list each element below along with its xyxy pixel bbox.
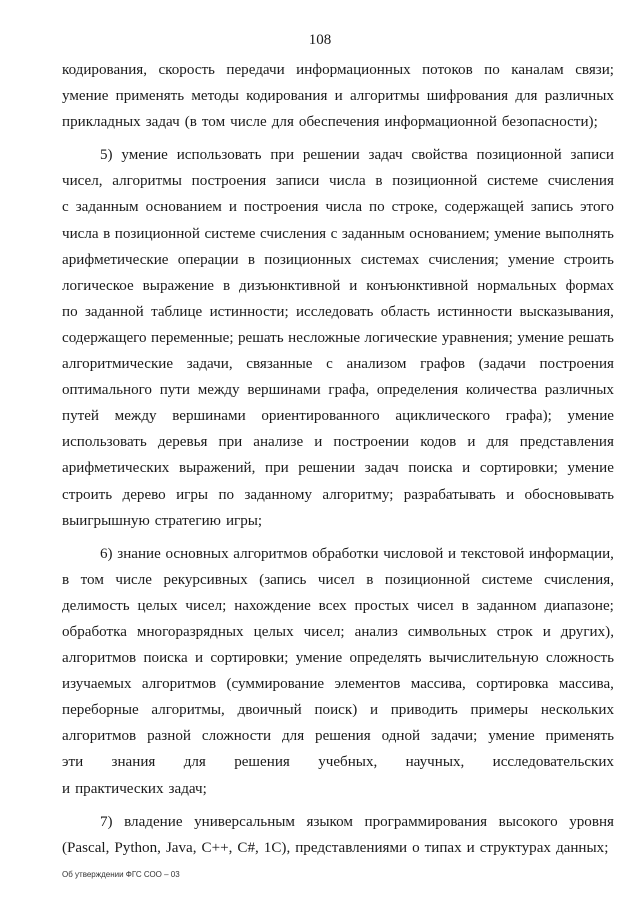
word: шифрования <box>426 88 509 105</box>
word: текстовой <box>460 545 525 562</box>
word: выражений, <box>178 460 256 477</box>
word: учебных, <box>318 754 378 771</box>
word: различных <box>544 88 614 105</box>
word: применять <box>115 88 185 105</box>
word: практических <box>75 780 164 797</box>
word: двоичный <box>237 702 302 719</box>
text-line <box>62 776 614 802</box>
word: выражение <box>142 277 214 294</box>
word: основанием; <box>409 225 490 242</box>
word: C#, <box>237 839 259 856</box>
word: по <box>62 303 78 320</box>
text-line <box>62 455 614 481</box>
word: строк <box>496 623 533 640</box>
word: дизъюнктивной <box>239 277 341 294</box>
text-line <box>62 835 614 861</box>
text-line <box>62 541 614 567</box>
word: владение <box>124 813 183 830</box>
word: алгоритмы <box>349 88 420 105</box>
word: представлениями <box>295 839 408 856</box>
word: путей <box>62 408 99 425</box>
word: (в <box>184 114 197 131</box>
word: многоразрядных <box>136 623 244 640</box>
text-line <box>62 593 614 619</box>
text-line <box>62 168 614 194</box>
word: (суммирование <box>226 676 325 693</box>
word: записи <box>275 173 320 190</box>
word: в <box>247 251 255 268</box>
word: в <box>62 571 70 588</box>
word: нахождение <box>234 597 311 614</box>
word: 6) <box>100 545 113 562</box>
word: использовать <box>62 434 147 451</box>
word: умение <box>295 650 343 667</box>
word: уровня <box>569 813 614 830</box>
word: алгоритмы, <box>151 702 225 719</box>
word: с <box>330 225 338 242</box>
word: для <box>281 728 305 745</box>
word: одной <box>381 728 421 745</box>
word: структурах <box>479 839 551 856</box>
word: между <box>197 382 240 399</box>
word: графа); <box>505 408 552 425</box>
word: различных <box>544 382 614 399</box>
word: (Pascal, <box>62 839 110 856</box>
word: таблице <box>151 303 203 320</box>
word: свойства <box>411 147 468 164</box>
page-number: 108 <box>308 32 332 48</box>
text-line <box>62 325 614 351</box>
word: содержащего <box>62 329 147 346</box>
word: нормальных <box>477 277 557 294</box>
word: решения <box>315 728 371 745</box>
word: при <box>218 434 243 451</box>
word: и <box>369 702 379 719</box>
body-text <box>62 57 614 861</box>
word: о <box>412 839 420 856</box>
word: и <box>334 88 343 105</box>
word: строить <box>62 486 113 503</box>
word: и <box>314 434 323 451</box>
text-line <box>62 508 614 534</box>
word: для <box>486 434 509 451</box>
word: построении <box>333 434 410 451</box>
text-line <box>62 142 614 168</box>
word: числа <box>329 173 366 190</box>
word: целых <box>253 623 294 640</box>
word: числа <box>62 225 99 242</box>
word: решать <box>568 329 614 346</box>
word: в <box>103 225 111 242</box>
word: позиционных <box>264 251 352 268</box>
word: счисления <box>260 225 327 242</box>
word: обработки <box>312 545 379 562</box>
word: связанные <box>246 356 313 373</box>
word: знания <box>111 754 156 771</box>
word: и <box>462 460 471 477</box>
word: данных; <box>555 839 609 856</box>
word: числа <box>325 199 363 216</box>
word: для <box>515 88 538 105</box>
word: ориентированного <box>261 408 380 425</box>
word: заданной <box>84 303 144 320</box>
word: делимость <box>62 597 130 614</box>
word: ациклического <box>395 408 491 425</box>
word: том <box>201 114 226 131</box>
word: массива, <box>410 676 466 693</box>
word: анализом <box>346 356 407 373</box>
word: позиционной <box>114 225 200 242</box>
word: применять <box>545 728 614 745</box>
word: Python, <box>114 839 161 856</box>
word: умение <box>508 251 555 268</box>
word: знание <box>117 545 161 562</box>
word: чисел; <box>185 597 227 614</box>
paragraph <box>62 541 614 802</box>
word: алгоритмов <box>141 676 217 693</box>
word: поиска <box>143 650 188 667</box>
word: основанием <box>145 199 222 216</box>
word: для <box>271 114 294 131</box>
text-line <box>62 619 614 645</box>
word: методы <box>191 88 239 105</box>
word: системах <box>360 251 420 268</box>
word: безопасности); <box>501 114 598 131</box>
word: вычислительную <box>428 650 539 667</box>
word: анализе <box>253 434 304 451</box>
word: заданном <box>476 597 537 614</box>
word: массива, <box>558 676 614 693</box>
text-line <box>62 57 614 83</box>
text-line <box>62 429 614 455</box>
word: 7) <box>100 813 113 830</box>
word: информационных <box>296 62 411 78</box>
word: алгоритму; <box>322 486 394 503</box>
word: диапазоне; <box>544 597 614 614</box>
word: (запись <box>259 571 307 588</box>
word: арифметические <box>62 251 169 268</box>
word: решения <box>234 754 290 771</box>
word: универсальным <box>194 813 295 830</box>
word: обработка <box>62 623 127 640</box>
word: анализ <box>354 623 398 640</box>
word: содержащей <box>444 199 524 216</box>
text-line <box>62 194 614 220</box>
word: чисел, <box>62 173 103 190</box>
text-line <box>62 247 614 273</box>
word: сортировка <box>476 676 549 693</box>
word: и <box>467 434 476 451</box>
word: при <box>270 147 295 164</box>
word: чисел <box>317 571 355 588</box>
word: нескольких <box>540 702 614 719</box>
word: умение <box>494 225 541 242</box>
word: чисел <box>416 597 454 614</box>
word: счисления, <box>544 571 614 588</box>
word: арифметических <box>62 460 170 477</box>
word: и <box>542 623 551 640</box>
word: разрабатывать <box>403 486 496 503</box>
word: дерево <box>122 486 166 503</box>
word: по <box>218 486 235 503</box>
word: запись <box>530 199 574 216</box>
word: несложные <box>288 329 361 346</box>
word: вершинами <box>247 382 321 399</box>
word: заданным <box>341 225 405 242</box>
word: в <box>222 277 231 294</box>
text-line <box>62 109 614 135</box>
word: высокого <box>498 813 558 830</box>
word: графа, <box>328 382 370 399</box>
word: логическое <box>62 277 134 294</box>
word: деревья <box>157 434 208 451</box>
word: Java, <box>165 839 197 856</box>
word: построения <box>191 173 267 190</box>
word: сортировки; <box>210 650 289 667</box>
word: всех <box>318 597 347 614</box>
word: пути <box>159 382 190 399</box>
word: счисления; <box>428 251 499 268</box>
word: формах <box>565 277 614 294</box>
text-line <box>62 299 614 325</box>
word: и <box>349 277 358 294</box>
word: задачи; <box>430 728 478 745</box>
text-line <box>62 83 614 109</box>
word: оптимального <box>62 382 152 399</box>
word: системе <box>487 173 539 190</box>
word: том <box>80 571 104 588</box>
word: игры <box>176 486 209 503</box>
page-footer: Об утверждении ФГС СОО – 03 <box>62 870 180 879</box>
word: алгоритмов <box>62 728 137 745</box>
word: счисления <box>547 173 614 190</box>
word: основных <box>165 545 229 562</box>
word: определять <box>349 650 422 667</box>
paragraph-gap <box>62 534 614 541</box>
word: каналам <box>511 62 564 78</box>
word: системе <box>204 225 256 242</box>
word: сортировки; <box>479 460 558 477</box>
word: стратегию <box>154 512 221 529</box>
word: C++, <box>201 839 233 856</box>
word: этого <box>580 199 614 216</box>
word: обеспечения <box>298 114 380 131</box>
paragraph-gap <box>62 135 614 142</box>
paragraph <box>62 57 614 135</box>
word: 1C), <box>263 839 291 856</box>
word: кодов <box>420 434 457 451</box>
text-line <box>62 273 614 299</box>
word: построения <box>243 199 319 216</box>
word: записи <box>570 147 614 164</box>
word: (задачи <box>478 356 526 373</box>
word: с <box>62 199 69 216</box>
text-line <box>62 645 614 671</box>
word: решении <box>298 460 356 477</box>
text-line <box>62 221 614 247</box>
word: алгоритмов <box>233 545 308 562</box>
word: в <box>375 173 383 190</box>
word: кодирования <box>246 88 328 105</box>
word: чисел; <box>303 623 345 640</box>
word: по <box>484 62 500 78</box>
word: поиск) <box>314 702 358 719</box>
word: разной <box>147 728 191 745</box>
word: прикладных <box>62 114 141 131</box>
word: задач <box>364 460 399 477</box>
word: приводить <box>390 702 458 719</box>
word: позиционной <box>392 173 478 190</box>
word: переменные; <box>151 329 234 346</box>
word: определения <box>376 382 459 399</box>
word: рекурсивных <box>163 571 248 588</box>
word: алгоритмические <box>62 356 174 373</box>
word: 5) <box>100 147 113 164</box>
word: языком <box>306 813 353 830</box>
word: умение <box>62 88 109 105</box>
word: между <box>114 408 157 425</box>
word: алгоритмов <box>62 650 137 667</box>
word: заданным <box>75 199 139 216</box>
word: графов <box>420 356 465 373</box>
word: истинности; <box>209 303 289 320</box>
word: решении <box>302 147 360 164</box>
word: алгоритмы <box>112 173 182 190</box>
word: позиционной <box>384 571 471 588</box>
word: умение <box>121 147 168 164</box>
word: в <box>461 597 469 614</box>
word: по <box>369 199 385 216</box>
text-line <box>62 482 614 508</box>
word: высказывания, <box>519 303 614 320</box>
word: и <box>228 199 237 216</box>
word: истинности <box>437 303 513 320</box>
word: простых <box>354 597 410 614</box>
word: типах <box>424 839 462 856</box>
word: с <box>326 356 333 373</box>
paragraph-gap <box>62 802 614 809</box>
word: в <box>366 571 374 588</box>
word: операции <box>177 251 239 268</box>
word: эти <box>62 754 84 771</box>
word: информационной <box>384 114 497 131</box>
word: поиска <box>408 460 453 477</box>
word: при <box>265 460 289 477</box>
word: сложность <box>545 650 614 667</box>
word: изучаемых <box>62 676 132 693</box>
text-line <box>62 403 614 429</box>
word: построения <box>539 356 614 373</box>
word: связи; <box>575 62 614 78</box>
word: задачи, <box>186 356 233 373</box>
text-line <box>62 377 614 403</box>
word: задач <box>145 114 180 131</box>
word: уравнения; <box>441 329 513 346</box>
word: задач <box>368 147 403 164</box>
word: умение <box>567 460 614 477</box>
word: задач; <box>168 780 207 797</box>
word: потоков <box>422 62 473 78</box>
word: умение <box>488 728 535 745</box>
word: для <box>183 754 206 771</box>
text-line <box>62 567 614 593</box>
word: программирования <box>364 813 488 830</box>
word: обосновывать <box>524 486 614 503</box>
word: примеры <box>470 702 529 719</box>
word: позиционной <box>476 147 562 164</box>
word: числе <box>230 114 267 131</box>
word: символьных <box>407 623 487 640</box>
word: сложности <box>201 728 272 745</box>
word: выигрышную <box>62 512 150 529</box>
word: числовой <box>383 545 444 562</box>
word: решать <box>238 329 284 346</box>
word: строке, <box>391 199 438 216</box>
word: конъюнктивной <box>366 277 469 294</box>
word: логические <box>364 329 438 346</box>
word: умение <box>517 329 564 346</box>
word: и <box>466 839 475 856</box>
word: числе <box>115 571 152 588</box>
word: других), <box>560 623 614 640</box>
word: информации, <box>528 545 614 562</box>
text-line <box>62 809 614 835</box>
text-line <box>62 697 614 723</box>
word: вершинами <box>172 408 246 425</box>
word: выполнять <box>545 225 614 242</box>
paragraph <box>62 809 614 861</box>
text-line <box>62 671 614 697</box>
word: и <box>448 545 457 562</box>
word: переборные <box>62 702 139 719</box>
word: целых <box>137 597 178 614</box>
word: и <box>62 780 71 797</box>
word: передачи <box>226 62 285 78</box>
word: количества <box>465 382 538 399</box>
word: строить <box>563 251 614 268</box>
text-line <box>62 351 614 377</box>
word: и <box>506 486 515 503</box>
word: игры; <box>225 512 263 529</box>
word: представления <box>519 434 614 451</box>
word: исследовать <box>295 303 374 320</box>
word: использовать <box>176 147 262 164</box>
word: системе <box>481 571 533 588</box>
word: область <box>380 303 431 320</box>
text-line <box>62 723 614 749</box>
word: и <box>194 650 204 667</box>
word: кодирования, <box>62 62 148 78</box>
word: скорость <box>158 62 215 78</box>
word: умение <box>567 408 614 425</box>
text-line <box>62 749 614 775</box>
word: научных, <box>405 754 465 771</box>
word: исследовательских <box>492 754 614 771</box>
word: заданному <box>244 486 312 503</box>
word: элементов <box>334 676 401 693</box>
paragraph <box>62 142 614 533</box>
